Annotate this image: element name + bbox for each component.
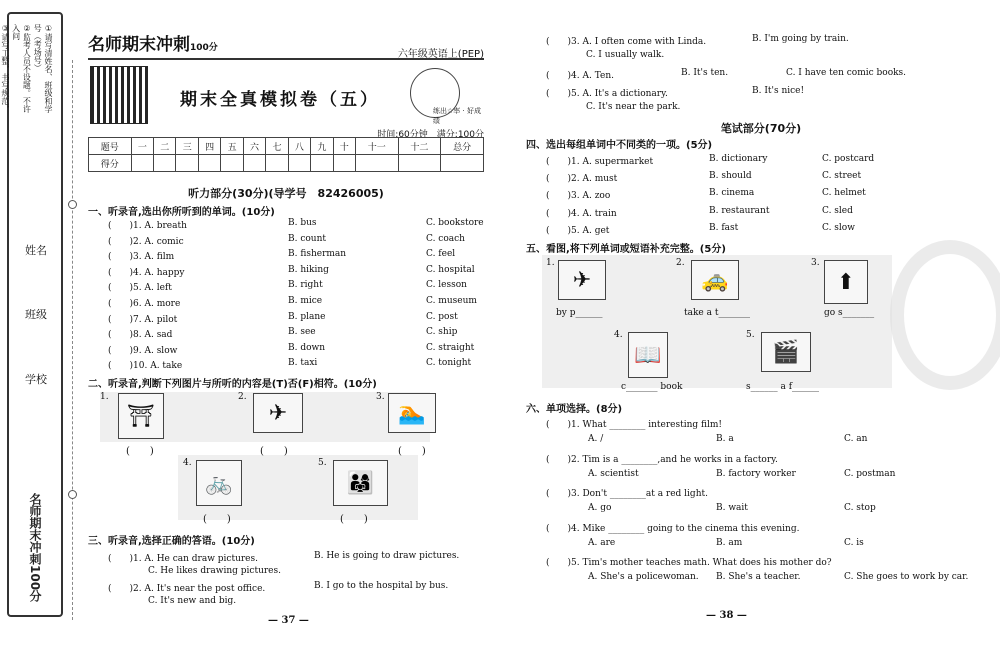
option-a[interactable]: A. go — [588, 503, 612, 513]
score-cell[interactable] — [355, 155, 398, 172]
option-c[interactable]: C. coach — [426, 233, 465, 244]
table-cell: 题号 — [89, 138, 132, 155]
score-cell[interactable] — [288, 155, 310, 172]
option-a[interactable]: ( )4. A. happy — [108, 267, 185, 278]
section-3-title: 三、听录音,选择正确的答语。(10分) — [88, 536, 255, 547]
question-stem: ( )5. Tim's mother teaches math. What does his mother do? — [546, 558, 832, 568]
score-cell[interactable] — [398, 155, 441, 172]
option-a[interactable]: ( )2. A. comic — [108, 236, 184, 247]
section-4-title: 四、选出每组单词中不同类的一项。(5分) — [526, 140, 713, 151]
temple-picture: ⛩ — [118, 393, 164, 439]
option-a[interactable]: A. are — [588, 537, 616, 548]
page-number: — 38 — — [706, 610, 747, 621]
option-c[interactable]: C. stop — [844, 503, 876, 513]
option-b[interactable]: B. dictionary — [709, 154, 768, 164]
people-picture: 👨‍👩‍👧 — [333, 460, 388, 506]
score-cell[interactable] — [176, 155, 198, 172]
option-c[interactable]: C. ship — [426, 327, 458, 338]
score-cell[interactable] — [154, 155, 176, 172]
pic-number: 3. — [376, 392, 385, 402]
option-b[interactable]: B. I'm going by train. — [752, 34, 849, 44]
option-b[interactable]: B. plane — [288, 311, 326, 322]
pic-number: 4. — [183, 458, 192, 468]
option-a[interactable]: ( )5. A. It's a dictionary. — [546, 89, 668, 99]
plane-picture: ✈ — [253, 393, 303, 433]
option-b[interactable]: B. factory worker — [716, 468, 796, 479]
table-cell: 五 — [221, 138, 243, 155]
option-b[interactable]: B. She's a teacher. — [716, 572, 801, 582]
option-b[interactable]: B. It's nice! — [752, 86, 805, 96]
binding-hole — [68, 200, 77, 209]
answer-bracket[interactable]: ( ) — [203, 514, 231, 525]
option-c[interactable]: C. helmet — [822, 188, 866, 199]
fill-blank[interactable]: go s_______ — [824, 308, 875, 318]
swimmer-picture: 🏊 — [388, 393, 436, 433]
option-b[interactable]: B. down — [288, 342, 326, 353]
option-a[interactable]: ( )1. A. supermarket — [546, 157, 654, 167]
option-a[interactable]: ( )7. A. pilot — [108, 314, 178, 325]
answer-bracket[interactable]: ( ) — [126, 446, 154, 457]
score-cell[interactable] — [311, 155, 333, 172]
score-cell[interactable] — [266, 155, 288, 172]
binding-line — [72, 60, 80, 620]
question-stem: ( )2. Tim is a ________,and he works in a factory. — [546, 454, 778, 465]
option-b[interactable]: B. wait — [716, 503, 748, 513]
taxi-picture: 🚕 — [691, 260, 739, 300]
qr-code — [90, 66, 148, 124]
pic-number: 4. — [614, 330, 623, 340]
header-brand: 名师期末冲刺100分 — [88, 35, 218, 55]
pic-number: 5. — [746, 330, 755, 340]
option-c[interactable]: C. straight — [426, 342, 475, 353]
option-c[interactable]: C. museum — [426, 296, 477, 306]
option-b[interactable]: B. a — [716, 434, 734, 444]
option-c[interactable]: C. hospital — [426, 264, 475, 275]
table-cell: 六 — [243, 138, 265, 155]
listening-title: 听力部分(30分)(导学号 82426005) — [188, 187, 384, 200]
option-c[interactable]: C. feel — [426, 249, 456, 260]
table-cell: 二 — [154, 138, 176, 155]
fill-blank[interactable]: by p______ — [556, 308, 603, 318]
table-cell: 九 — [311, 138, 333, 155]
option-c[interactable]: C. post — [426, 311, 458, 322]
pic-number: 2. — [676, 258, 685, 268]
option-c[interactable]: C. lesson — [426, 280, 467, 291]
page-number: — 37 — — [268, 615, 309, 626]
binding-hole — [68, 490, 77, 499]
option-a[interactable]: ( )5. A. left — [108, 283, 172, 294]
option-a[interactable]: ( )6. A. more — [108, 299, 181, 309]
section-2-title: 二、听录音,判断下列图片与所听的内容是(T)否(F)相符。(10分) — [88, 379, 377, 390]
option-a[interactable]: ( )2. A. must — [546, 174, 618, 185]
table-cell: 总分 — [441, 138, 484, 155]
option-a[interactable]: ( )2. A. It's near the post office. — [108, 584, 266, 594]
option-b[interactable]: B. fisherman — [288, 249, 347, 260]
mascot-caption: 练出☆率 · 好成绩 — [433, 107, 481, 125]
option-b[interactable]: B. see — [288, 327, 316, 338]
option-b[interactable]: B. taxi — [288, 358, 318, 369]
option-b[interactable]: B. mice — [288, 296, 323, 306]
notice-line: ②监考人员不设题。不许入问 — [11, 24, 32, 113]
option-a[interactable]: ( )10. A. take — [108, 361, 183, 372]
table-cell: 十 — [333, 138, 355, 155]
option-c[interactable]: C. He likes drawing pictures. — [148, 566, 281, 576]
option-c[interactable]: C. I usually walk. — [586, 50, 665, 60]
score-cell[interactable] — [131, 155, 153, 172]
answer-bracket[interactable]: ( ) — [398, 446, 426, 457]
fill-blank[interactable]: s______ a f______ — [746, 382, 820, 392]
exam-notice — [0, 24, 53, 114]
option-c[interactable]: C. It's new and big. — [148, 596, 237, 606]
option-a[interactable]: ( )3. A. film — [108, 252, 175, 263]
score-cell[interactable] — [243, 155, 265, 172]
watermark-seal — [890, 240, 1000, 390]
option-c[interactable]: C. I have ten comic books. — [786, 68, 907, 78]
pic-number: 5. — [318, 458, 327, 468]
school-label: 学校 — [25, 373, 47, 386]
question-stem: ( )3. Don't ________at a red light. — [546, 489, 708, 499]
option-c[interactable]: C. It's near the park. — [586, 102, 681, 112]
option-b[interactable]: B. restaurant — [709, 205, 770, 216]
name-label: 姓名 — [25, 244, 47, 257]
score-cell[interactable] — [441, 155, 484, 172]
table-cell: 一 — [131, 138, 153, 155]
option-b[interactable]: B. He is going to draw pictures. — [314, 551, 460, 561]
notice-line: ③请写工整，书写规范， — [0, 24, 10, 113]
option-c[interactable]: C. an — [844, 434, 868, 444]
plane-picture: ✈ — [558, 260, 606, 300]
option-c[interactable]: C. street — [822, 171, 862, 182]
option-b[interactable]: B. It's ten. — [681, 68, 729, 78]
table-cell: 得分 — [89, 155, 132, 172]
section-1-title: 一、听录音,选出你所听到的单词。(10分) — [88, 207, 275, 218]
page-37 — [88, 10, 484, 640]
table-cell: 十二 — [398, 138, 441, 155]
option-c[interactable]: C. postcard — [822, 154, 875, 164]
option-b[interactable]: B. I go to the hospital by bus. — [314, 581, 449, 591]
table-row — [89, 155, 484, 172]
table-cell: 三 — [176, 138, 198, 155]
option-a[interactable]: A. scientist — [588, 468, 639, 479]
option-c[interactable]: C. bookstore — [426, 218, 484, 228]
class-label: 班级 — [25, 308, 47, 321]
pic-number: 2. — [238, 392, 247, 402]
score-cell[interactable] — [221, 155, 243, 172]
option-b[interactable]: B. count — [288, 233, 327, 244]
score-cell[interactable] — [333, 155, 355, 172]
answer-bracket[interactable]: ( ) — [260, 446, 288, 457]
time-score-info: 时间:60分钟 满分:100分 — [377, 130, 484, 140]
fill-blank[interactable]: c_______ book — [621, 382, 683, 392]
table-cell: 十一 — [355, 138, 398, 155]
option-b[interactable]: B. right — [288, 280, 323, 291]
section-5-title: 五、看图,将下列单词或短语补充完整。(5分) — [526, 244, 726, 255]
option-c[interactable]: C. sled — [822, 205, 853, 216]
option-a[interactable]: ( )5. A. get — [546, 225, 610, 236]
arrow-sign-picture: ⬆ — [824, 260, 868, 304]
table-cell: 四 — [198, 138, 220, 155]
option-c[interactable]: C. slow — [822, 222, 855, 233]
score-table — [88, 137, 484, 172]
notice-line: ①请写清姓名、班级和学号（考场号） — [33, 24, 53, 113]
option-a[interactable]: ( )4. A. train — [546, 208, 617, 219]
grade-label: 六年级英语上(PEP) — [397, 49, 484, 60]
film-picture: 🎬 — [761, 332, 811, 372]
option-a[interactable]: ( )1. A. He can draw pictures. — [108, 554, 258, 564]
option-c[interactable]: C. is — [844, 537, 864, 548]
question-stem: ( )1. What ________ interesting film! — [546, 420, 723, 430]
table-row — [89, 138, 484, 155]
table-cell: 八 — [288, 138, 310, 155]
written-title: 笔试部分(70分) — [720, 122, 802, 135]
header-rule — [88, 58, 484, 60]
option-c[interactable]: C. postman — [844, 468, 896, 479]
option-b[interactable]: B. cinema — [709, 188, 755, 199]
pic-number: 1. — [546, 258, 555, 268]
exam-title: 期末全真模拟卷（五） — [180, 90, 380, 110]
option-b[interactable]: B. should — [709, 171, 752, 182]
comic-book-picture: 📖 — [628, 332, 668, 378]
option-a[interactable]: A. She's a policewoman. — [588, 572, 699, 582]
option-b[interactable]: B. fast — [709, 222, 739, 233]
binding-sidebar — [0, 12, 63, 617]
option-a[interactable]: A. / — [588, 434, 604, 444]
option-a[interactable]: ( )9. A. slow — [108, 345, 178, 356]
option-c[interactable]: C. tonight — [426, 358, 472, 369]
cyclist-picture: 🚲 — [196, 460, 242, 506]
option-a[interactable]: ( )3. A. I often come with Linda. — [546, 37, 707, 47]
fill-blank[interactable]: take a t_______ — [684, 308, 750, 318]
pic-number: 3. — [811, 258, 820, 268]
score-cell[interactable] — [198, 155, 220, 172]
option-a[interactable]: ( )8. A. sad — [108, 330, 173, 341]
option-b[interactable]: B. bus — [288, 218, 317, 228]
table-cell: 七 — [266, 138, 288, 155]
sidebar-brand: 名师期末冲刺100分 — [28, 493, 42, 603]
option-b[interactable]: B. am — [716, 537, 743, 548]
option-b[interactable]: B. hiking — [288, 264, 329, 275]
section-6-title: 六、单项选择。(8分) — [526, 404, 623, 415]
option-c[interactable]: C. She goes to work by car. — [844, 572, 969, 582]
option-a[interactable]: ( )1. A. breath — [108, 221, 187, 231]
pic-number: 1. — [100, 392, 109, 402]
option-a[interactable]: ( )4. A. Ten. — [546, 71, 614, 81]
option-a[interactable]: ( )3. A. zoo — [546, 191, 611, 202]
answer-bracket[interactable]: ( ) — [340, 514, 368, 525]
question-stem: ( )4. Mike ________ going to the cinema this evening. — [546, 523, 800, 534]
